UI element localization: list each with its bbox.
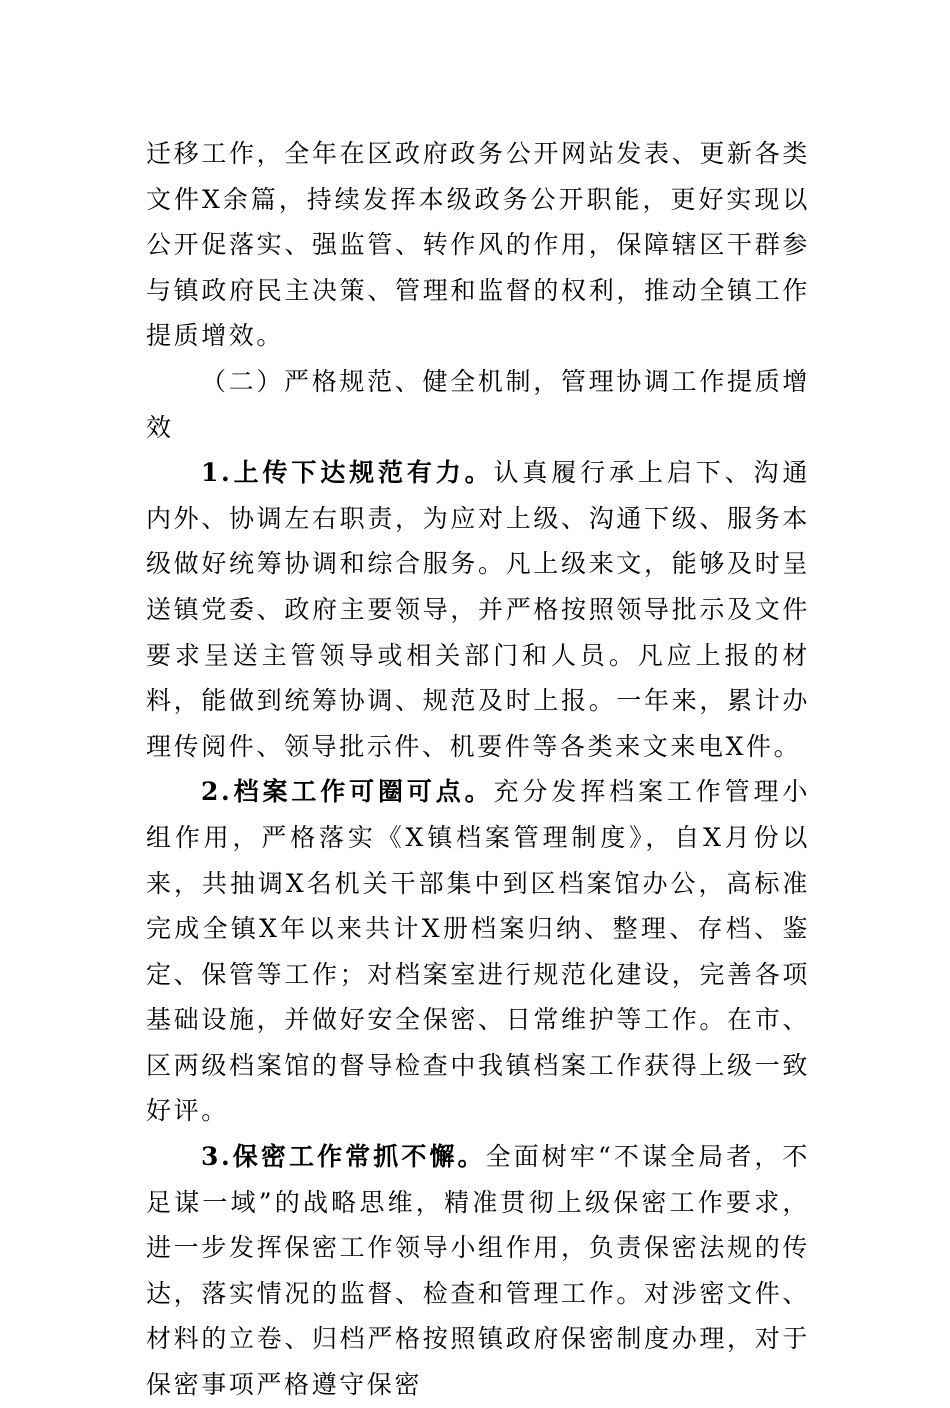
item-body-3: 全面树牢“不谋全局者，不足谋一域”的战略思维，精准贯彻上级保密工作要求，进一步发挥保密工作领导小组作用，负责保密法规的传达，落实情况的监督、检查和管理工作。对涉密文件、材料的立卷、归档严格按照镇政府保密制度办理，对于保密事项严格遵守保密 [146,1142,811,1400]
item-body-1: 认真履行承上启下、沟通内外、协调左右职责，为应对上级、沟通下级、服务本级做好统筹协调和综合服务。凡上级来文，能够及时呈送镇党委、政府主要领导，并严格按照领导批示及文件要求呈送主管领导或相关部门和人员。凡应上报的材料，能做到统筹协调、规范及时上报。一年来，累计办理传阅件、领导批示件、机要件等各类来文来电X件。 [146,458,810,761]
section-heading: （二）严格规范、健全机制，管理协调工作提质增效 [146,366,810,442]
continued-paragraph: 迁移工作，全年在区政府政务公开网站发表、更新各类文件X余篇，持续发挥本级政务公开职能，更好实现以公开促落实、强监管、转作风的作用，保障辖区干群参与镇政府民主决策、管理和监督的权利，推动全镇工作提质增效。 [146,139,810,351]
list-item [146,1134,810,1408]
item-body-2: 充分发挥档案工作管理小组作用，严格落实《X镇档案管理制度》，自X月份以来，共抽调X名机关干部集中到区档案馆办公，高标准完成全镇X年以来共计X册档案归纳、整理、存档、鉴定、保管等工作；对档案室进行规范化建设，完善各项基础设施，并做好安全保密、日常维护等工作。在市、区两级档案馆的督导检查中我镇档案工作获得上级一致好评。 [146,777,810,1126]
list-item [146,769,810,1134]
item-lead-2: 2.档案工作可圈可点。 [201,777,494,807]
document-body [146,131,810,1408]
item-lead-1: 1.上传下达规范有力。 [201,458,494,488]
list-item [146,450,810,769]
item-lead-3: 3.保密工作常抓不懈。 [201,1142,486,1172]
